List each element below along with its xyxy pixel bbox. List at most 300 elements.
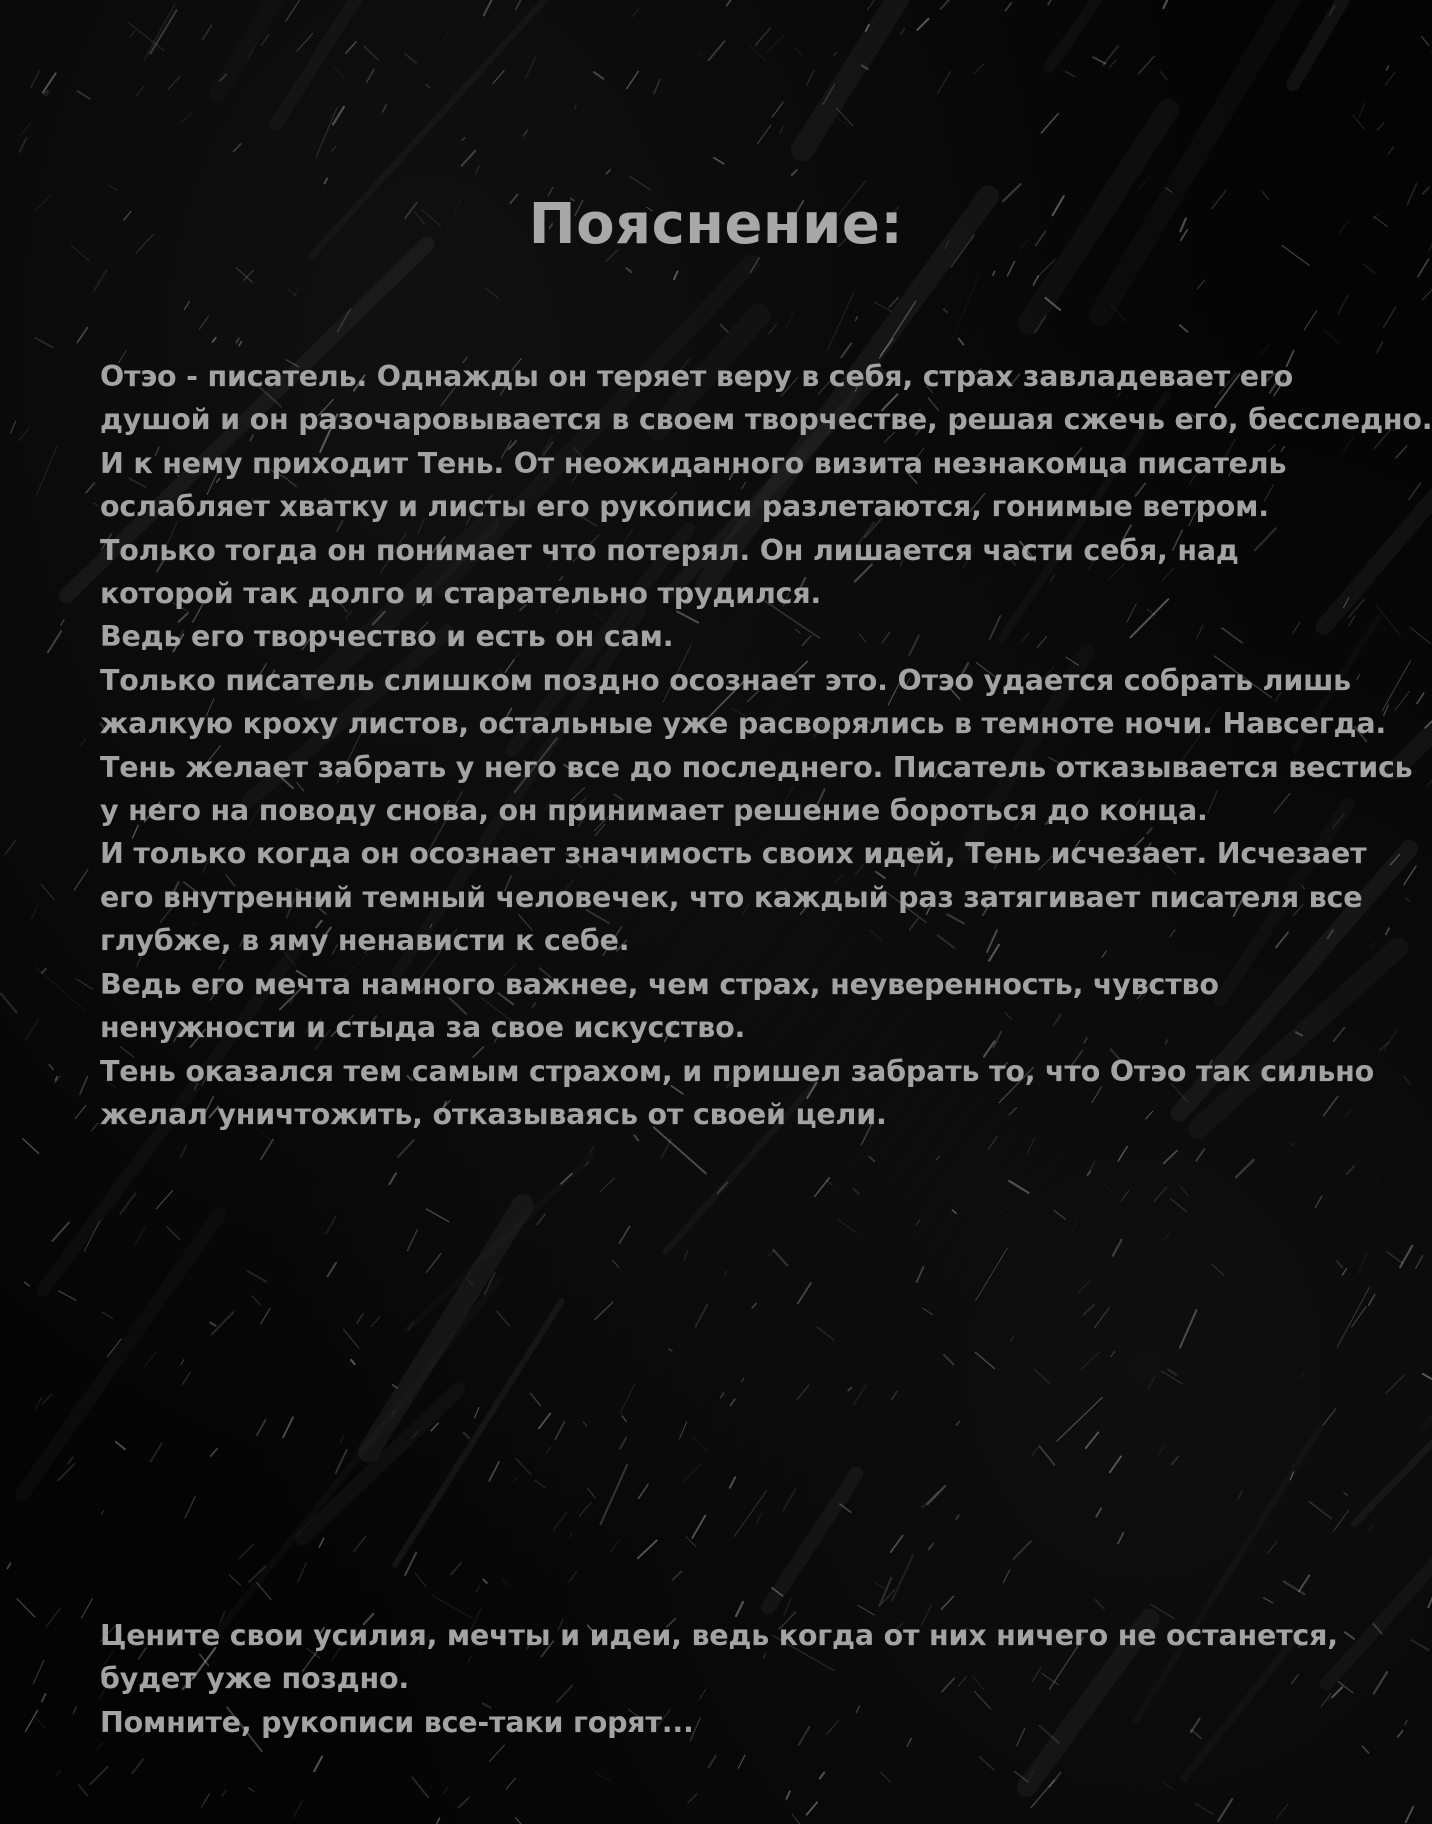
scratch-mark — [35, 1718, 45, 1729]
scratch-mark — [974, 64, 984, 73]
scratch-mark — [1304, 311, 1317, 331]
scratch-mark — [94, 503, 98, 505]
scratch-mark — [937, 1156, 940, 1160]
scratch-mark — [294, 287, 300, 296]
scratch-mark — [686, 1537, 696, 1547]
scratch-mark — [1197, 280, 1205, 289]
scratch-mark — [815, 1178, 830, 1197]
explanation-line: И только когда он осознает значимость своих идей, Тень исчезает. Исчезает — [100, 837, 1367, 871]
scratch-mark — [1400, 1246, 1412, 1268]
scratch-mark — [730, 1477, 735, 1487]
scratch-mark — [80, 1076, 88, 1094]
scratch-mark — [627, 71, 639, 88]
scratch-mark — [673, 1571, 682, 1580]
scratch-mark — [975, 1352, 994, 1368]
scratch-mark — [136, 86, 144, 96]
scratch-mark — [1410, 627, 1430, 643]
scratch-mark — [1358, 1253, 1367, 1274]
scratch-mark — [79, 1785, 88, 1796]
scratch-mark — [35, 967, 85, 1011]
scratch-mark — [1377, 342, 1383, 353]
texture-band — [802, 0, 914, 150]
explanation-line: Ведь его мечта намного важнее, чем страх, неуверенность, чувство — [100, 967, 1219, 1001]
scratch-mark — [33, 1660, 44, 1684]
scratch-mark — [787, 1791, 790, 1799]
scratch-mark — [1324, 330, 1338, 343]
scratch-mark — [503, 1580, 511, 1587]
scratch-mark — [1377, 123, 1384, 130]
scratch-mark — [294, 1801, 303, 1817]
scratch-mark — [132, 1759, 143, 1773]
page-title: Пояснение: — [528, 192, 904, 257]
explanation-line: ненужности и стыда за свое искусство. — [100, 1011, 746, 1045]
scratch-mark — [1093, 57, 1105, 63]
scratch-mark — [211, 1449, 217, 1456]
scratch-mark — [1301, 1373, 1305, 1379]
texture-band — [406, 1157, 591, 1331]
scratch-mark — [74, 869, 88, 890]
scratch-mark — [620, 1438, 626, 1449]
scratch-mark — [714, 158, 724, 164]
scratch-mark — [1040, 1447, 1055, 1465]
scratch-mark — [1011, 1337, 1014, 1342]
scratch-mark — [1309, 1502, 1331, 1519]
scratch-mark — [77, 328, 87, 343]
scratch-mark — [574, 105, 576, 109]
scratch-mark — [297, 34, 313, 52]
scratch-mark — [489, 1745, 504, 1762]
scratch-mark — [426, 1209, 448, 1222]
scratch-mark — [929, 1544, 934, 1550]
scratch-mark — [41, 884, 54, 900]
explanation-line: которой так долго и старательно трудился. — [100, 577, 822, 611]
explanation-line: его внутренний темный человечек, что каждый раз затягивает писателя все — [100, 880, 1363, 914]
scratch-mark — [398, 1140, 414, 1157]
scratch-mark — [1409, 483, 1421, 500]
scratch-mark — [755, 28, 770, 45]
scratch-mark — [405, 1553, 416, 1576]
scratch-mark — [1171, 1199, 1187, 1212]
scratch-mark — [57, 1771, 61, 1776]
scratch-mark — [497, 1312, 509, 1326]
scratch-mark — [328, 1263, 336, 1276]
scratch-mark — [1238, 1491, 1242, 1499]
scratch-mark — [484, 0, 495, 15]
scratch-mark — [1277, 1805, 1288, 1819]
scratch-mark — [834, 53, 837, 56]
scratch-mark — [1337, 1287, 1369, 1347]
scratch-mark — [594, 1302, 613, 1320]
scratch-mark — [364, 46, 379, 60]
scratch-mark — [611, 1540, 620, 1552]
scratch-mark — [1316, 1196, 1322, 1207]
scratch-mark — [37, 447, 57, 495]
scratch-mark — [837, 108, 853, 126]
explanation-line: И к нему приходит Тень. От неожиданного визита незнакомца писатель — [100, 446, 1287, 480]
scratch-mark — [346, 42, 356, 54]
scratch-mark — [516, 1818, 530, 1824]
scratch-mark — [514, 1478, 518, 1482]
scratch-mark — [58, 1464, 75, 1481]
scratch-mark — [725, 1271, 727, 1275]
scratch-mark — [594, 72, 603, 79]
scratch-mark — [236, 268, 253, 283]
explanation-line: Тень оказался тем самым страхом, и пришел забрать то, что Отэо так сильно — [100, 1054, 1375, 1088]
scratch-mark — [94, 270, 107, 291]
scratch-mark — [1164, 0, 1168, 8]
scratch-mark — [827, 292, 853, 350]
scratch-mark — [798, 1283, 811, 1304]
scratch-mark — [43, 1394, 52, 1403]
scratch-mark — [489, 1462, 499, 1481]
scratch-mark — [684, 1251, 688, 1260]
scratch-mark — [516, 0, 522, 9]
scratch-mark — [156, 1191, 172, 1209]
scratch-mark — [817, 1327, 835, 1340]
scratch-mark — [1375, 1177, 1379, 1180]
scratch-mark — [25, 1019, 39, 1040]
texture-band — [208, 1281, 499, 1645]
scratch-mark — [891, 1536, 903, 1553]
scratch-mark — [283, 1417, 293, 1437]
texture-band — [302, 1390, 458, 1538]
scratch-mark — [881, 1772, 891, 1782]
scratch-mark — [587, 1488, 595, 1498]
scratch-mark — [892, 1391, 898, 1400]
scratch-mark — [696, 1304, 708, 1326]
scratch-mark — [367, 69, 374, 82]
scratch-mark — [354, 1537, 365, 1551]
scratch-mark — [77, 979, 93, 989]
scratch-mark — [1164, 1233, 1170, 1241]
scratch-mark — [1138, 56, 1154, 74]
scratch-mark — [1014, 1541, 1031, 1559]
scratch-mark — [606, 170, 610, 174]
scratch-mark — [475, 166, 479, 175]
scratch-mark — [1426, 777, 1432, 787]
scratch-mark — [937, 72, 950, 94]
scratch-mark — [1369, 1295, 1375, 1306]
scratch-mark — [474, 1407, 479, 1417]
scratch-mark — [31, 71, 39, 88]
scratch-mark — [101, 1511, 104, 1514]
scratch-mark — [595, 1773, 610, 1782]
scratch-mark — [319, 1538, 324, 1547]
scratch-mark — [75, 1105, 86, 1118]
scratch-mark — [720, 325, 728, 332]
scratch-mark — [343, 1329, 359, 1348]
scratch-mark — [1109, 60, 1116, 68]
scratch-mark — [1196, 1149, 1204, 1161]
scratch-mark — [184, 302, 189, 310]
scratch-mark — [1066, 72, 1075, 77]
scratch-mark — [583, 1422, 586, 1426]
explanation-line: Только писатель слишком поздно осознает это. Отэо удается собрать лишь — [100, 663, 1351, 697]
scratch-mark — [371, 1317, 380, 1327]
scratch-mark — [709, 1756, 716, 1768]
scratch-mark — [390, 1173, 396, 1184]
scratch-mark — [959, 339, 964, 345]
scratch-mark — [144, 5, 174, 60]
scratch-mark — [462, 151, 476, 166]
scratch-mark — [772, 102, 783, 117]
scratch-mark — [261, 1308, 270, 1324]
scratch-mark — [1070, 1221, 1078, 1235]
scratch-mark — [298, 1564, 307, 1583]
scratch-mark — [892, 1556, 913, 1601]
scratch-mark — [1048, 0, 1058, 5]
scratch-mark — [462, 138, 465, 141]
scratch-mark — [36, 338, 53, 348]
scratch-mark — [316, 108, 337, 157]
scratch-mark — [1172, 1456, 1179, 1465]
scratch-mark — [182, 1372, 190, 1384]
scratch-mark — [1404, 866, 1416, 885]
scratch-mark — [1164, 1151, 1177, 1164]
scratch-mark — [901, 29, 904, 34]
scratch-mark — [150, 10, 176, 54]
scratch-mark — [547, 1447, 551, 1452]
scratch-mark — [357, 1314, 363, 1324]
scratch-mark — [1111, 1351, 1115, 1357]
scratch-mark — [325, 179, 327, 184]
scratch-mark — [1034, 1369, 1049, 1383]
scratch-mark — [1406, 898, 1410, 901]
scratch-mark — [721, 1393, 724, 1398]
scratch-mark — [405, 54, 416, 63]
scratch-mark — [493, 71, 504, 84]
scratch-mark — [1299, 1575, 1309, 1591]
scratch-mark — [1041, 114, 1058, 133]
scratch-mark — [1005, 3, 1011, 11]
scratch-mark — [129, 31, 135, 37]
scratch-mark — [42, 969, 46, 973]
scratch-mark — [1095, 1600, 1104, 1609]
scratch-mark — [135, 1227, 144, 1244]
scratch-mark — [412, 1777, 428, 1797]
scratch-mark — [199, 316, 208, 329]
scratch-mark — [1168, 1369, 1176, 1375]
scratch-mark — [233, 144, 241, 152]
scratch-mark — [1347, 1166, 1355, 1174]
scratch-mark — [639, 1484, 649, 1498]
scratch-mark — [1416, 1256, 1423, 1269]
scratch-mark — [1110, 1456, 1121, 1472]
scratch-mark — [42, 1694, 46, 1702]
scratch-mark — [185, 1496, 196, 1518]
scratch-mark — [144, 1352, 156, 1367]
scratch-mark — [1422, 37, 1429, 46]
texture-band — [1293, 0, 1432, 84]
scratch-mark — [612, 1260, 619, 1268]
explanation-line: глубже, в яму ненависти к себе. — [100, 924, 630, 958]
scratch-mark — [239, 342, 241, 346]
scratch-mark — [820, 1773, 825, 1779]
scratch-mark — [537, 1214, 545, 1224]
scratch-mark — [1386, 1251, 1402, 1263]
scratch-mark — [1054, 1210, 1066, 1219]
explanation-line: душой и он разочаровывается в своем творчестве, решая сжечь его, бесследно. — [100, 403, 1432, 437]
scratch-mark — [437, 1818, 440, 1823]
scratch-mark — [1009, 1181, 1028, 1193]
scratch-mark — [443, 1788, 448, 1794]
scratch-mark — [1337, 1261, 1342, 1267]
scratch-mark — [120, 1193, 135, 1214]
scratch-mark — [257, 1583, 271, 1600]
scratch-mark — [426, 85, 430, 88]
scratch-mark — [8, 1563, 11, 1568]
scratch-mark — [1118, 1533, 1123, 1544]
scratch-mark — [1180, 325, 1187, 331]
scratch-mark — [151, 1443, 162, 1461]
scratch-mark — [1000, 1212, 1005, 1215]
scratch-mark — [236, 338, 238, 342]
scratch-mark — [688, 1794, 697, 1803]
scratch-mark — [709, 41, 725, 60]
scratch-mark — [783, 1489, 795, 1510]
scratch-mark — [1081, 1352, 1099, 1369]
scratch-mark — [1212, 1264, 1224, 1275]
scratch-mark — [1, 994, 17, 1013]
scratch-mark — [46, 1608, 60, 1627]
scratch-mark — [555, 1422, 564, 1439]
scratch-mark — [332, 147, 336, 152]
scratch-mark — [1139, 176, 1149, 188]
scratch-mark — [48, 631, 61, 652]
scratch-mark — [794, 47, 803, 57]
scratch-mark — [485, 288, 499, 298]
scratch-mark — [1121, 1191, 1129, 1202]
scratch-mark — [168, 77, 180, 90]
scratch-mark — [535, 1480, 546, 1487]
scratch-mark — [1154, 1187, 1166, 1201]
scratch-mark — [1180, 1310, 1197, 1347]
scratch-mark — [383, 104, 387, 112]
scratch-mark — [1027, 1138, 1034, 1154]
scratch-mark — [334, 67, 344, 78]
scratch-mark — [797, 1385, 809, 1400]
scratch-mark — [952, 1210, 956, 1213]
scratch-mark — [253, 1296, 260, 1304]
scratch-mark — [1412, 1640, 1429, 1650]
scratch-mark — [1086, 1432, 1099, 1448]
scratch-mark — [590, 1147, 594, 1153]
scratch-mark — [876, 1583, 885, 1588]
scratch-mark — [340, 1436, 344, 1443]
scratch-mark — [167, 1227, 180, 1240]
scratch-mark — [523, 130, 527, 136]
scratch-mark — [731, 1399, 735, 1405]
scratch-mark — [758, 125, 771, 143]
scratch-mark — [956, 1422, 959, 1425]
scratch-mark — [630, 176, 650, 189]
scratch-mark — [5, 841, 15, 855]
scratch-mark — [837, 1219, 856, 1233]
scratch-mark — [239, 1544, 253, 1558]
scratch-mark — [923, 1308, 933, 1315]
scratch-mark — [393, 1385, 398, 1388]
explanation-text — [100, 355, 1432, 1136]
scratch-mark — [993, 271, 995, 275]
scratch-mark — [1049, 1773, 1060, 1787]
closing-text — [100, 1614, 1400, 1744]
scratch-mark — [464, 1433, 470, 1439]
scratch-mark — [1159, 1447, 1164, 1455]
scratch-mark — [59, 1291, 76, 1300]
scratch-mark — [21, 123, 31, 135]
scratch-mark — [1084, 1305, 1095, 1315]
scratch-mark — [553, 1513, 566, 1531]
scratch-mark — [1404, 1076, 1410, 1084]
scratch-mark — [767, 36, 784, 53]
scratch-mark — [854, 1386, 866, 1405]
scratch-mark — [10, 421, 15, 433]
scratch-mark — [780, 126, 784, 133]
scratch-mark — [600, 1178, 615, 1192]
scratch-mark — [212, 1312, 234, 1334]
scratch-mark — [622, 1416, 626, 1421]
scratch-mark — [1387, 66, 1389, 70]
scratch-mark — [1094, 1308, 1109, 1329]
scratch-mark — [917, 1267, 924, 1282]
scratch-mark — [286, 1, 300, 22]
scratch-mark — [31, 906, 38, 920]
scratch-mark — [807, 1802, 818, 1814]
scratch-mark — [1384, 307, 1396, 327]
scratch-mark — [944, 309, 947, 312]
closing-line: Цените свои усилия, мечты и идеи, ведь когда от них ничего не останется, — [100, 1619, 1338, 1652]
scratch-mark — [1338, 295, 1348, 314]
scratch-mark — [979, 1757, 994, 1770]
scratch-mark — [749, 44, 766, 61]
scratch-mark — [1236, 1160, 1254, 1177]
explanation-line: Только тогда он понимает что потерял. Он лишается части себя, над — [100, 533, 1239, 567]
scratch-mark — [856, 317, 858, 321]
scratch-mark — [86, 483, 94, 493]
scratch-mark — [1405, 1720, 1408, 1725]
scratch-mark — [1423, 1374, 1432, 1379]
scratch-mark — [773, 1250, 787, 1266]
scratch-mark — [203, 25, 212, 39]
scratch-mark — [441, 33, 448, 45]
scratch-mark — [1268, 1541, 1277, 1553]
explanation-line: у него на поводу снова, он принимает решение бороться до конца. — [100, 794, 1208, 828]
explanation-line: Ведь его творчество и есть он сам. — [100, 620, 674, 654]
scratch-mark — [654, 80, 660, 94]
scratch-mark — [1103, 46, 1118, 65]
scratch-mark — [90, 1766, 108, 1784]
scratch-mark — [568, 1345, 580, 1356]
scratch-mark — [1078, 1281, 1090, 1293]
scratch-mark — [867, 0, 877, 10]
scratch-mark — [257, 1420, 266, 1435]
explanation-line: Тень желает забрать у него все до последнего. Писатель отказывается вестись — [100, 750, 1413, 784]
scratch-mark — [917, 19, 928, 30]
scratch-mark — [1386, 1375, 1404, 1393]
scratch-mark — [68, 1457, 73, 1464]
scratch-mark — [1118, 1147, 1127, 1161]
scratch-mark — [944, 1355, 954, 1365]
scratch-mark — [1264, 1598, 1273, 1603]
scratch-mark — [941, 0, 950, 9]
scratch-mark — [638, 1540, 657, 1558]
scratch-mark — [1418, 259, 1429, 276]
scratch-mark — [1323, 1409, 1336, 1426]
scratch-mark — [989, 1137, 997, 1149]
scratch-mark — [210, 1323, 216, 1326]
scratch-mark — [854, 1189, 859, 1193]
scratch-mark — [1406, 1807, 1414, 1823]
